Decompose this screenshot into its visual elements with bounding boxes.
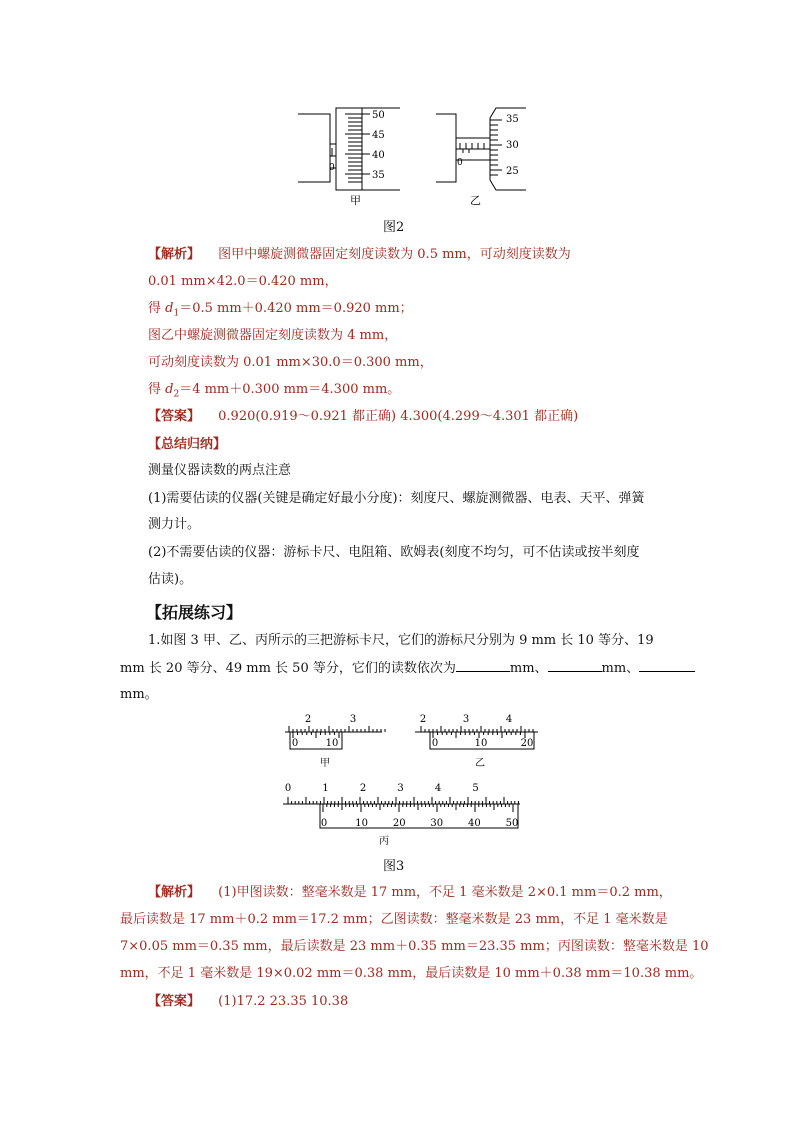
solution-2-tag: 【解析】 bbox=[148, 885, 201, 900]
yi-figure-label: 乙 bbox=[475, 758, 485, 769]
bing-vernier-label: 40 bbox=[468, 818, 481, 829]
yi-thimble-ticks bbox=[490, 120, 502, 175]
summary-point-1-line-2: 测力计。 bbox=[148, 517, 201, 532]
bing-vernier-label: 20 bbox=[392, 818, 406, 829]
figure-3-caption: 图3 bbox=[383, 859, 405, 874]
answer-1-tag: 【答案】 bbox=[148, 409, 201, 424]
bing-main-label: 0 bbox=[284, 783, 292, 794]
yi-vernier-label: 20 bbox=[520, 738, 534, 749]
bing-main-label: 5 bbox=[472, 783, 479, 794]
jia-zero-label: 0 bbox=[329, 163, 335, 173]
solution-1-line-2: 0.01 mm×42.0＝0.420 mm， bbox=[148, 274, 338, 289]
yi-tick-25: 25 bbox=[506, 166, 519, 177]
jia-label: 甲 bbox=[350, 194, 361, 207]
answer-1-text: 0.920(0.919～0.921 都正确) 4.300(4.299～4.301 都正确) bbox=[218, 409, 579, 424]
summary-point-2-line-1: (2)不需要估读的仪器：游标卡尺、电阻箱、欧姆表(刻度不均匀，可不估读或按半刻度 bbox=[148, 545, 640, 560]
summary-point-1-line-1: (1)需要估读的仪器(关键是确定好最小分度)：刻度尺、螺旋测微器、电表、天平、弹簧 bbox=[148, 491, 645, 506]
jia-tick-35: 35 bbox=[372, 170, 385, 181]
figure-2-caption: 图2 bbox=[383, 220, 405, 235]
yi-vernier-label: 10 bbox=[474, 738, 488, 749]
solution-2-line-3: 7×0.05 mm＝0.35 mm，最后读数是 23 mm＋0.35 mm＝23.35 mm；丙图读数：整毫米数是 10 bbox=[120, 939, 709, 954]
yi-main-label: 3 bbox=[462, 714, 470, 725]
bing-main-label: 1 bbox=[322, 783, 329, 794]
answer-blank-1[interactable] bbox=[456, 659, 510, 672]
solution-1-line-3: 得 $d_1=0.5$ mm＋0.420 mm＝0.920 mm； bbox=[148, 301, 413, 319]
yi-vernier-label: 0 bbox=[431, 738, 439, 749]
figure-3-vernier-calipers bbox=[280, 712, 540, 852]
solution-1-line-1 bbox=[148, 246, 571, 264]
answer-2-tag: 【答案】 bbox=[148, 994, 201, 1009]
solution-1-line-6: 得 $d_2=4$ mm＋0.300 mm＝4.300 mm。 bbox=[148, 382, 401, 400]
solution-1-text-1: 图甲中螺旋测微器固定刻度读数为 0.5 mm，可动刻度读数为 bbox=[218, 247, 571, 262]
practice-question-line-3: mm。 bbox=[120, 687, 158, 702]
answer-2-text: (1)17.2 23.35 10.38 bbox=[218, 994, 349, 1009]
yi-tick-35: 35 bbox=[506, 114, 519, 125]
answer-2 bbox=[148, 993, 348, 1011]
bing-vernier-label: 30 bbox=[430, 818, 444, 829]
yi-label: 乙 bbox=[470, 194, 481, 207]
bing-vernier-label: 0 bbox=[320, 818, 328, 829]
solution-2-line-2: 最后读数是 17 mm＋0.2 mm＝17.2 mm；乙图读数：整毫米数是 23 mm，不足 1 毫米数是 bbox=[120, 912, 668, 927]
yi-main-label: 4 bbox=[505, 714, 513, 725]
jia-tick-45: 45 bbox=[372, 130, 385, 141]
summary-tag: 【总结归纳】 bbox=[148, 437, 227, 452]
jia-main-label: 2 bbox=[304, 714, 312, 725]
solution-2-text-1: (1)甲图读数：整毫米数是 17 mm，不足 1 毫米数是 2×0.1 mm＝0.2 mm， bbox=[218, 885, 672, 900]
bing-vernier-frame bbox=[320, 804, 518, 828]
jia-vernier-label: 10 bbox=[325, 738, 339, 749]
answer-blank-2[interactable] bbox=[548, 659, 602, 672]
yi-zero-label: 0 bbox=[457, 158, 463, 168]
jia-vernier-label: 0 bbox=[291, 738, 299, 749]
practice-tag: 【拓展练习】 bbox=[146, 603, 243, 622]
solution-1-line-5: 可动刻度读数为 0.01 mm×30.0＝0.300 mm， bbox=[148, 355, 433, 370]
jia-main-label: 3 bbox=[349, 714, 357, 725]
practice-question-line-1: 1.如图 3 甲、乙、丙所示的三把游标卡尺，它们的游标尺分别为 9 mm 长 10 等分、19 bbox=[148, 633, 654, 648]
solution-2-line-1 bbox=[148, 884, 672, 902]
bing-vernier-label: 50 bbox=[505, 818, 519, 829]
bing-figure-label: 丙 bbox=[379, 836, 389, 847]
bing-vernier-label: 10 bbox=[355, 818, 368, 829]
bing-main-label: 2 bbox=[359, 783, 367, 794]
jia-tick-40: 40 bbox=[372, 150, 385, 161]
solution-1-line-4: 图乙中螺旋测微器固定刻度读数为 4 mm， bbox=[148, 328, 398, 343]
yi-main-label: 2 bbox=[419, 714, 427, 725]
jia-thimble-ticks bbox=[345, 114, 362, 182]
practice-question-line-2: mm 长 20 等分、49 mm 长 50 等分，它们的读数依次为 mm、 mm、 bbox=[120, 659, 695, 678]
solution-1-tag: 【解析】 bbox=[148, 247, 201, 262]
bing-main-label: 3 bbox=[397, 783, 404, 794]
solution-2-line-4: mm，不足 1 毫米数是 19×0.02 mm＝0.38 mm，最后读数是 10 mm＋0.38 mm＝10.38 mm。 bbox=[120, 966, 703, 981]
jia-figure-label: 甲 bbox=[320, 758, 330, 769]
jia-tick-50: 50 bbox=[372, 110, 385, 121]
summary-title: 测量仪器读数的两点注意 bbox=[148, 463, 292, 478]
yi-tick-30: 30 bbox=[506, 140, 519, 151]
summary-point-2-line-2: 估读)。 bbox=[148, 572, 193, 587]
bing-main-label: 4 bbox=[434, 783, 442, 794]
answer-blank-3[interactable] bbox=[639, 659, 695, 672]
figure-2-micrometers bbox=[290, 100, 530, 210]
answer-1 bbox=[148, 408, 578, 426]
